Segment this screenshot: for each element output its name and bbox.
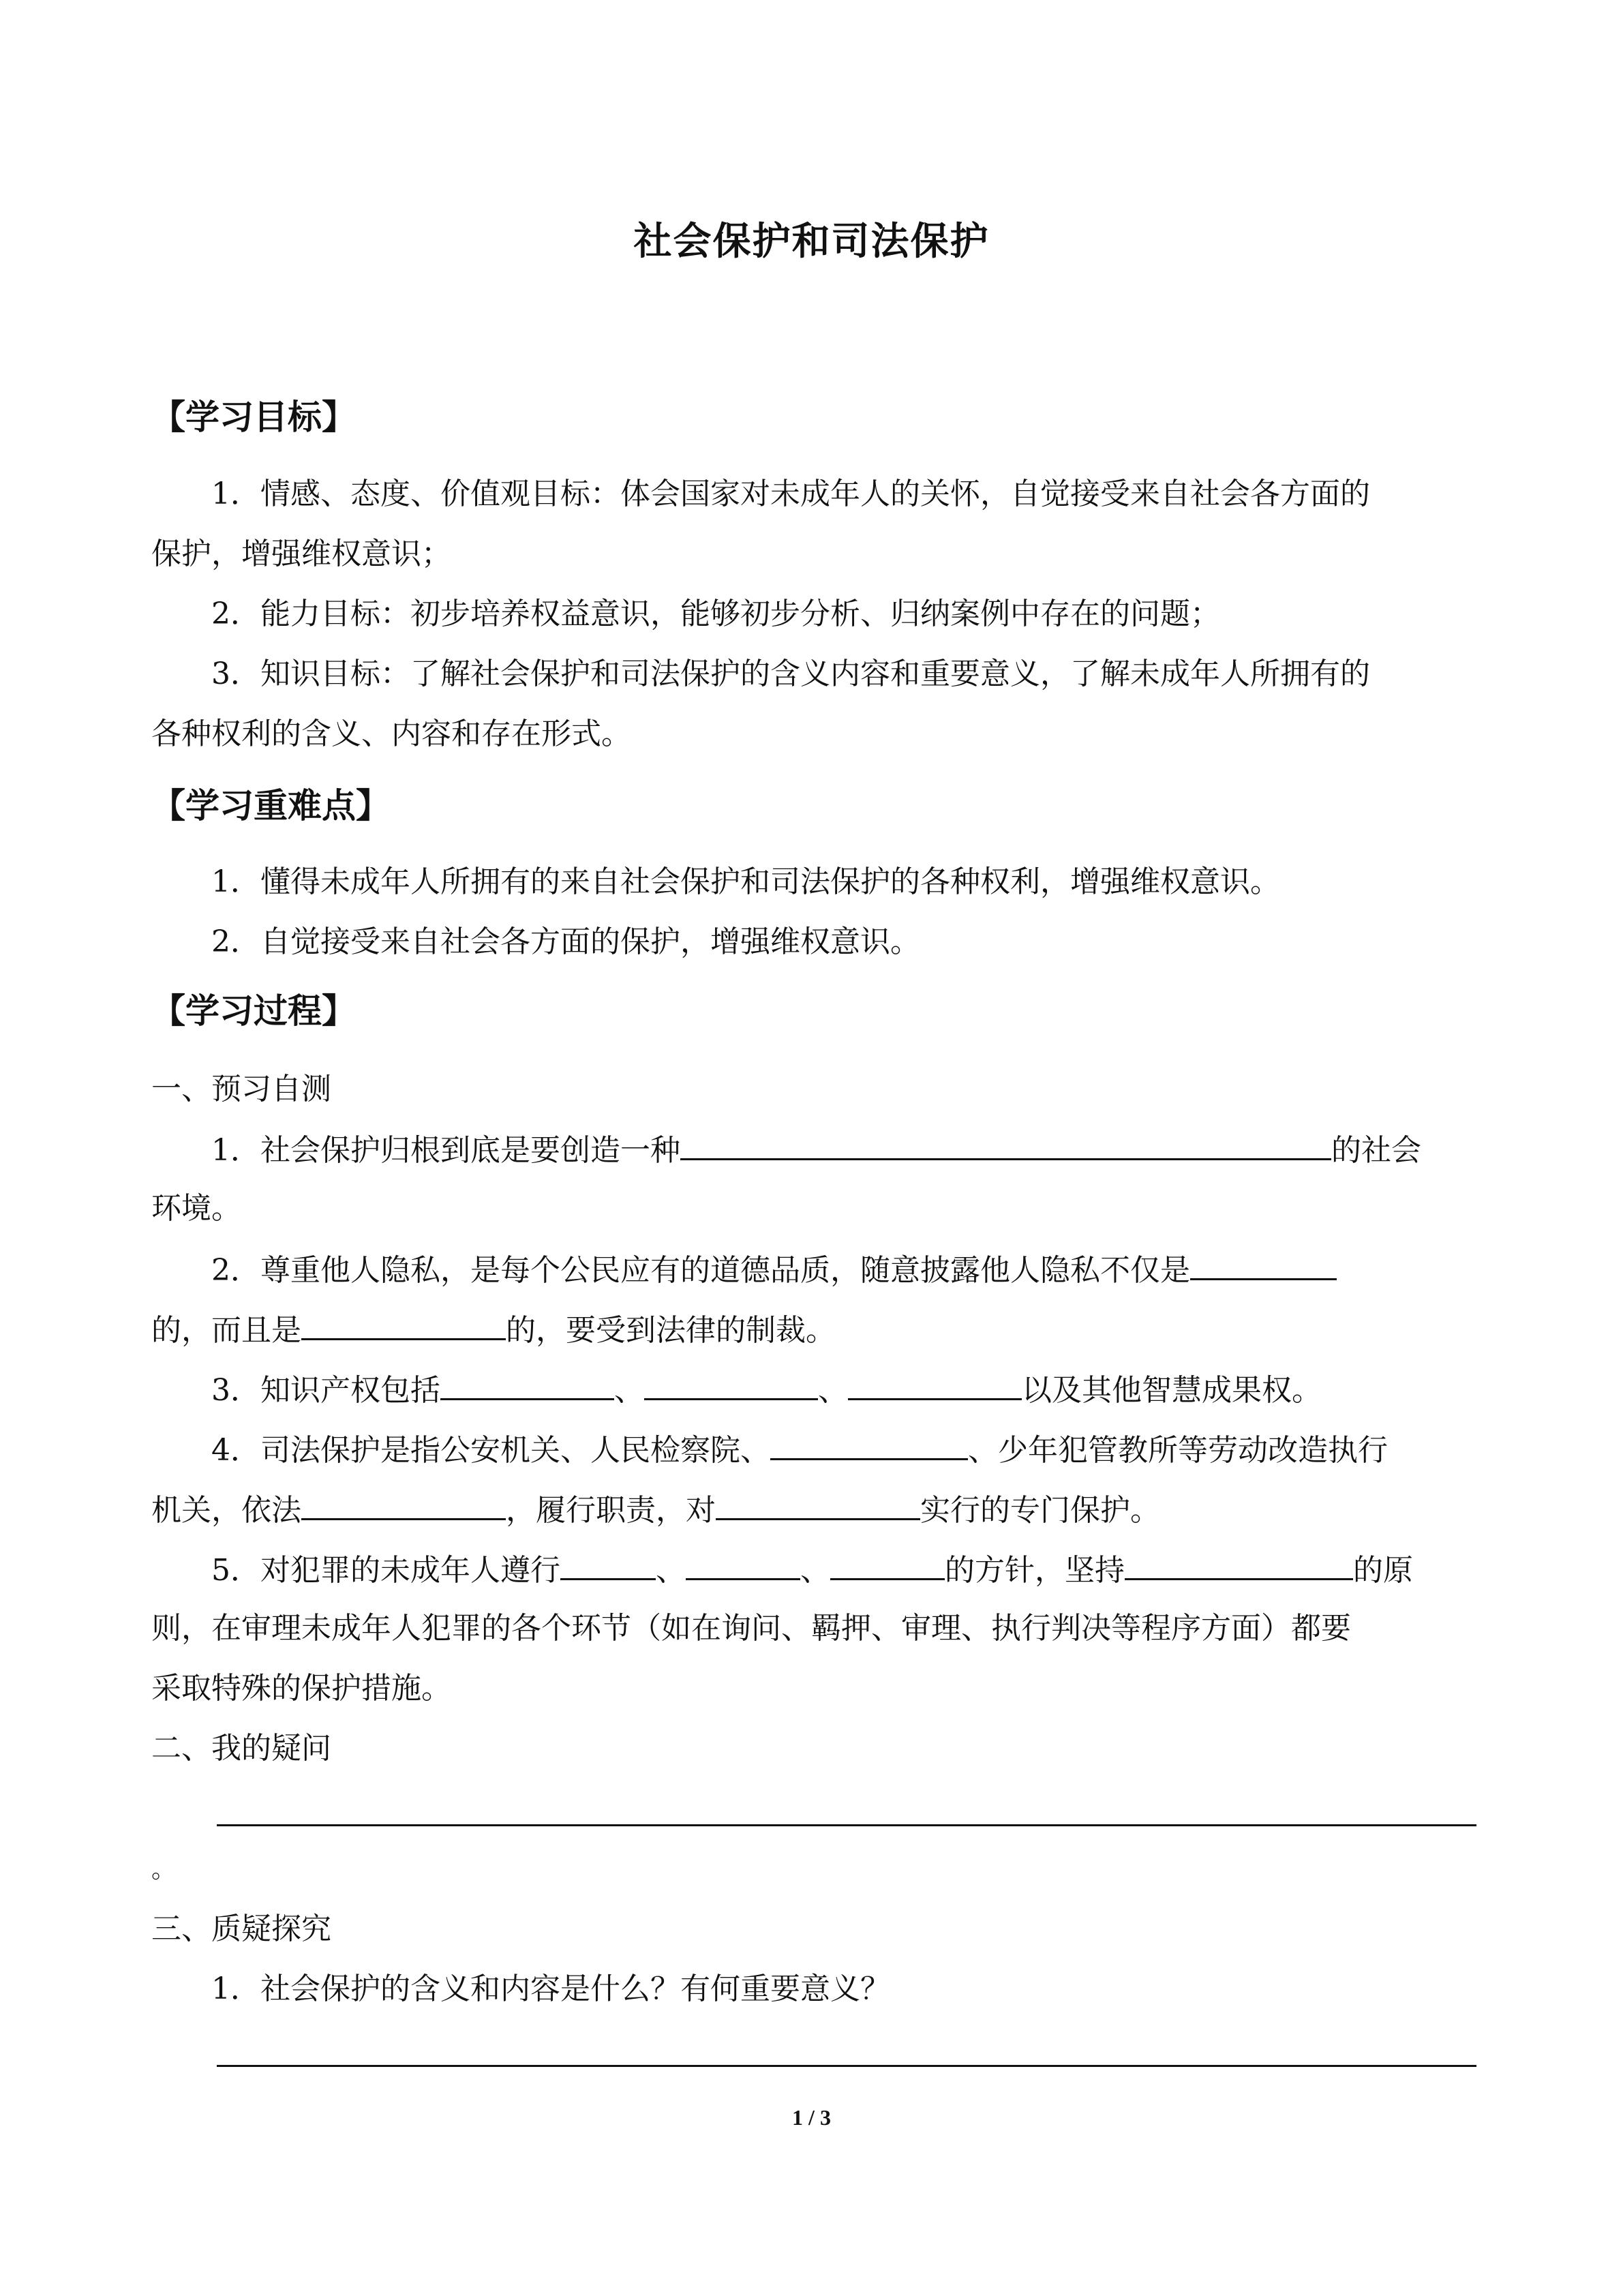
answer-blank[interactable] — [560, 1548, 656, 1580]
preview-q4-line-2 — [151, 1488, 1160, 1531]
preview-question-5 — [211, 1548, 1413, 1591]
answer-blank[interactable] — [301, 1308, 506, 1340]
preview-q4-text-a: 4．司法保护是指公安机关、人民检察院、 — [211, 1433, 770, 1468]
goal-item-3-line-1: 3．知识目标：了解社会保护和司法保护的含义内容和重要意义，了解未成年人所拥有的 — [211, 656, 1370, 691]
answer-blank[interactable] — [686, 1548, 800, 1580]
goal-item-2: 2．能力目标：初步培养权益意识，能够初步分析、归纳案例中存在的问题； — [211, 596, 1220, 631]
preview-q2-text-a: 2．尊重他人隐私，是每个公民应有的道德品质，随意披露他人隐私不仅是 — [211, 1253, 1190, 1288]
preview-q1-text-b: 的社会 — [1331, 1133, 1421, 1168]
preview-q1-line-2: 环境。 — [151, 1191, 241, 1226]
preview-q4-text-c: 机关，依法 — [151, 1493, 301, 1528]
answer-blank[interactable] — [1190, 1248, 1337, 1280]
question-answer-line[interactable] — [217, 1824, 1476, 1826]
answer-blank[interactable] — [680, 1128, 1331, 1160]
answer-blank[interactable] — [848, 1368, 1022, 1400]
preview-q2-line-2 — [151, 1308, 836, 1351]
page-title: 社会保护和司法保护 — [633, 220, 990, 264]
preview-question-3 — [211, 1368, 1322, 1411]
answer-blank[interactable] — [301, 1488, 506, 1520]
preview-question-2 — [211, 1248, 1337, 1291]
key-point-2: 2．自觉接受来自社会各方面的保护，增强维权意识。 — [211, 924, 920, 959]
preview-q3-text-a: 3．知识产权包括 — [211, 1373, 440, 1408]
preview-q3-text-b: 以及其他智慧成果权。 — [1022, 1373, 1322, 1408]
preview-heading: 一、预习自测 — [151, 1072, 331, 1106]
section-heading-key-points: 【学习重难点】 — [151, 786, 390, 826]
section-heading-goals: 【学习目标】 — [151, 397, 356, 437]
preview-q5-text-b: 的方针，坚持 — [945, 1553, 1125, 1588]
preview-q4-text-d: ，履行职责，对 — [506, 1493, 716, 1528]
preview-q4-text-e: 实行的专门保护。 — [920, 1493, 1160, 1528]
answer-blank[interactable] — [644, 1368, 818, 1400]
preview-question-4 — [211, 1428, 1388, 1471]
separator: 、 — [656, 1553, 686, 1588]
preview-q1-text-a: 1．社会保护归根到底是要创造一种 — [211, 1133, 680, 1168]
answer-blank[interactable] — [770, 1428, 968, 1460]
preview-q5-text-a: 5．对犯罪的未成年人遵行 — [211, 1553, 560, 1588]
answer-blank[interactable] — [830, 1548, 945, 1580]
separator: 、 — [614, 1373, 644, 1408]
inquiry-answer-line[interactable] — [217, 2065, 1476, 2067]
preview-q5-line-2: 则，在审理未成年人犯罪的各个环节（如在询问、羁押、审理、执行判决等程序方面）都要 — [151, 1611, 1351, 1646]
goal-item-1-line-2: 保护，增强维权意识； — [151, 537, 451, 571]
page-number: 1 / 3 — [792, 2105, 831, 2130]
goal-item-3-line-2: 各种权利的含义、内容和存在形式。 — [151, 716, 631, 751]
preview-question-1 — [211, 1128, 1421, 1171]
separator: 、 — [800, 1553, 830, 1588]
preview-q2-text-b: 的，而且是 — [151, 1313, 301, 1348]
answer-blank[interactable] — [440, 1368, 614, 1400]
key-point-1: 1．懂得未成年人所拥有的来自社会保护和司法保护的各种权利，增强维权意识。 — [211, 864, 1280, 899]
questions-end-mark: 。 — [151, 1856, 177, 1884]
answer-blank[interactable] — [716, 1488, 920, 1520]
section-heading-process: 【学习过程】 — [151, 991, 356, 1031]
preview-q2-text-c: 的，要受到法律的制裁。 — [506, 1313, 836, 1348]
inquiry-heading: 三、质疑探究 — [151, 1912, 331, 1946]
preview-q5-text-c: 的原 — [1353, 1553, 1413, 1588]
goal-item-1-line-1: 1．情感、态度、价值观目标：体会国家对未成年人的关怀，自觉接受来自社会各方面的 — [211, 477, 1370, 511]
inquiry-question-1: 1．社会保护的含义和内容是什么？有何重要意义？ — [211, 1972, 890, 2006]
separator: 、 — [818, 1373, 848, 1408]
preview-q4-text-b: 、少年犯管教所等劳动改造执行 — [968, 1433, 1388, 1468]
questions-heading: 二、我的疑问 — [151, 1731, 331, 1766]
answer-blank[interactable] — [1125, 1548, 1353, 1580]
preview-q5-line-3: 采取特殊的保护措施。 — [151, 1671, 451, 1706]
